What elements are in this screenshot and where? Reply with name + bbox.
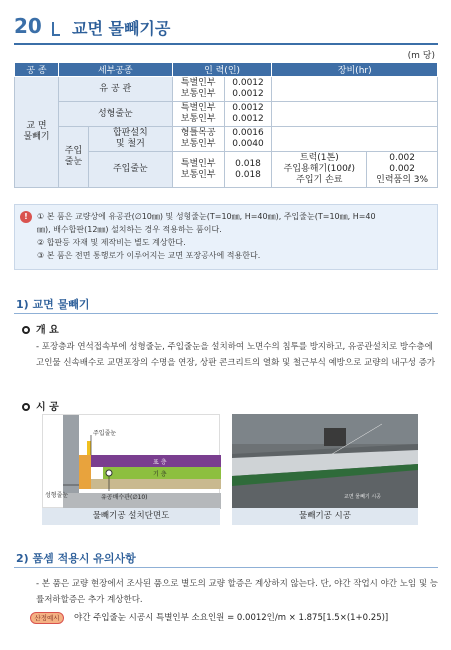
photo-label: 교면 물빼기 시공 bbox=[344, 494, 381, 500]
role-cell: 특별인부 보통인부 bbox=[172, 102, 224, 127]
section2-text: - 본 품은 교량 현장에서 조사된 품으로 별도의 교량 할증은 계상하지 않는다. 단, 야간 작업시 야간 노임 및 능률저하할증은 추가 계상한다. bbox=[36, 579, 438, 605]
construction-heading: 시 공 bbox=[22, 398, 59, 413]
role-cell: 특별인부 보통인부 bbox=[172, 152, 224, 188]
equipment-value-cell: 0.002 0.002 인력품의 3% bbox=[367, 152, 438, 188]
page-title: 교면 물빼기공 bbox=[72, 19, 171, 38]
subtype-cell: 주입줄눈 bbox=[89, 152, 173, 188]
example-text: 야간 주입줄눈 시공시 특별인부 소요인원 = 0.0012인/m × 1.875[1.5×(1+0.25)] bbox=[74, 613, 389, 623]
diagram-label-top: 주입줄눈 bbox=[93, 430, 117, 437]
overview-heading: 개 요 bbox=[22, 321, 59, 336]
subtype-cell: 유 공 관 bbox=[59, 77, 173, 102]
table-header-row bbox=[15, 63, 438, 77]
caption-right: 물빼기공 시공 bbox=[232, 508, 418, 525]
header-cell: 장비(hr) bbox=[272, 63, 438, 77]
circle-bullet-icon bbox=[22, 326, 30, 334]
circle-bullet-icon bbox=[22, 403, 30, 411]
note-item: ① 본 품은 교량상에 유공관(∅10㎜) 및 성형줄눈(T=10㎜, H=40㎜), 주입줄눈(T=10㎜, H=40 bbox=[37, 212, 376, 221]
category-cell: 교 면 물빼기 bbox=[15, 77, 59, 188]
note-item: ㎜), 배수합판(12㎜) 설치하는 경우 적용하는 품이다. bbox=[37, 225, 222, 234]
diagram-label-pipe: 유공배수관(∅10) bbox=[101, 494, 148, 501]
equipment-name-cell: 트럭(1톤) 주입용해기(100ℓ) 주입기 손료 bbox=[272, 152, 367, 188]
header-cell: 공 종 bbox=[15, 63, 59, 77]
section1-title: 1) 교면 물빼기 bbox=[16, 298, 90, 311]
value-cell: 0.0016 0.0040 bbox=[224, 127, 272, 152]
figures bbox=[42, 414, 418, 526]
caption-left: 물빼기공 설치단면도 bbox=[42, 508, 220, 525]
equipment-cell bbox=[272, 102, 438, 127]
overview-text: - 포장층과 연석접속부에 성형줄눈, 주입줄눈을 설치하여 노면수의 침투를 방지하고, 유공관설치로 방수층에 고인물 신속배수로 교면포장의 수명을 연장, 상판 콘크리트의 열화 및 철근부식 예방으로 교량의 내구성 증가 bbox=[36, 342, 436, 368]
group-cell: 주입 줄눈 bbox=[59, 127, 89, 188]
notes-box bbox=[14, 204, 438, 270]
subtype-cell: 성형줄눈 bbox=[59, 102, 173, 127]
section1-rule bbox=[14, 313, 438, 314]
table-row bbox=[15, 77, 438, 102]
construction-photo bbox=[232, 414, 418, 508]
diagram-label-left: 성형줄눈 bbox=[45, 492, 69, 499]
example-line bbox=[30, 612, 440, 626]
diagram-label-base: 기 층 bbox=[153, 471, 167, 478]
note-item: ③ 본 품은 전면 통행로가 이루어지는 교면 포장공사에 적용한다. bbox=[37, 251, 261, 260]
example-badge: 산정예시 bbox=[30, 612, 64, 624]
role-cell: 형틀목공 보통인부 bbox=[172, 127, 224, 152]
labor-table bbox=[14, 62, 438, 188]
header-cell: 세부공종 bbox=[59, 63, 173, 77]
notes-list bbox=[37, 210, 432, 262]
section-separator bbox=[52, 22, 60, 36]
warning-icon: ! bbox=[20, 211, 32, 223]
note-item: ② 합판등 자재 및 제작비는 별도 계상한다. bbox=[37, 238, 186, 247]
value-cell: 0.018 0.018 bbox=[224, 152, 272, 188]
table-row bbox=[15, 127, 438, 152]
equipment-cell bbox=[272, 77, 438, 102]
unit-label: (m 당) bbox=[407, 51, 435, 61]
value-cell: 0.0012 0.0012 bbox=[224, 102, 272, 127]
table-row bbox=[15, 102, 438, 127]
header-cell: 인 력(인) bbox=[172, 63, 272, 77]
cross-section-diagram bbox=[42, 414, 220, 508]
equipment-cell bbox=[272, 127, 438, 152]
diagram-label-surface: 표 층 bbox=[153, 459, 167, 466]
subtype-cell: 합판설치 및 철거 bbox=[89, 127, 173, 152]
value-cell: 0.0012 0.0012 bbox=[224, 77, 272, 102]
section-number: 20 bbox=[14, 14, 42, 38]
section2-rule bbox=[14, 567, 438, 568]
section2-title: 2) 품셈 적용시 유의사항 bbox=[16, 552, 136, 565]
role-cell: 특별인부 보통인부 bbox=[172, 77, 224, 102]
header-rule bbox=[14, 43, 438, 45]
page-header bbox=[14, 12, 438, 42]
